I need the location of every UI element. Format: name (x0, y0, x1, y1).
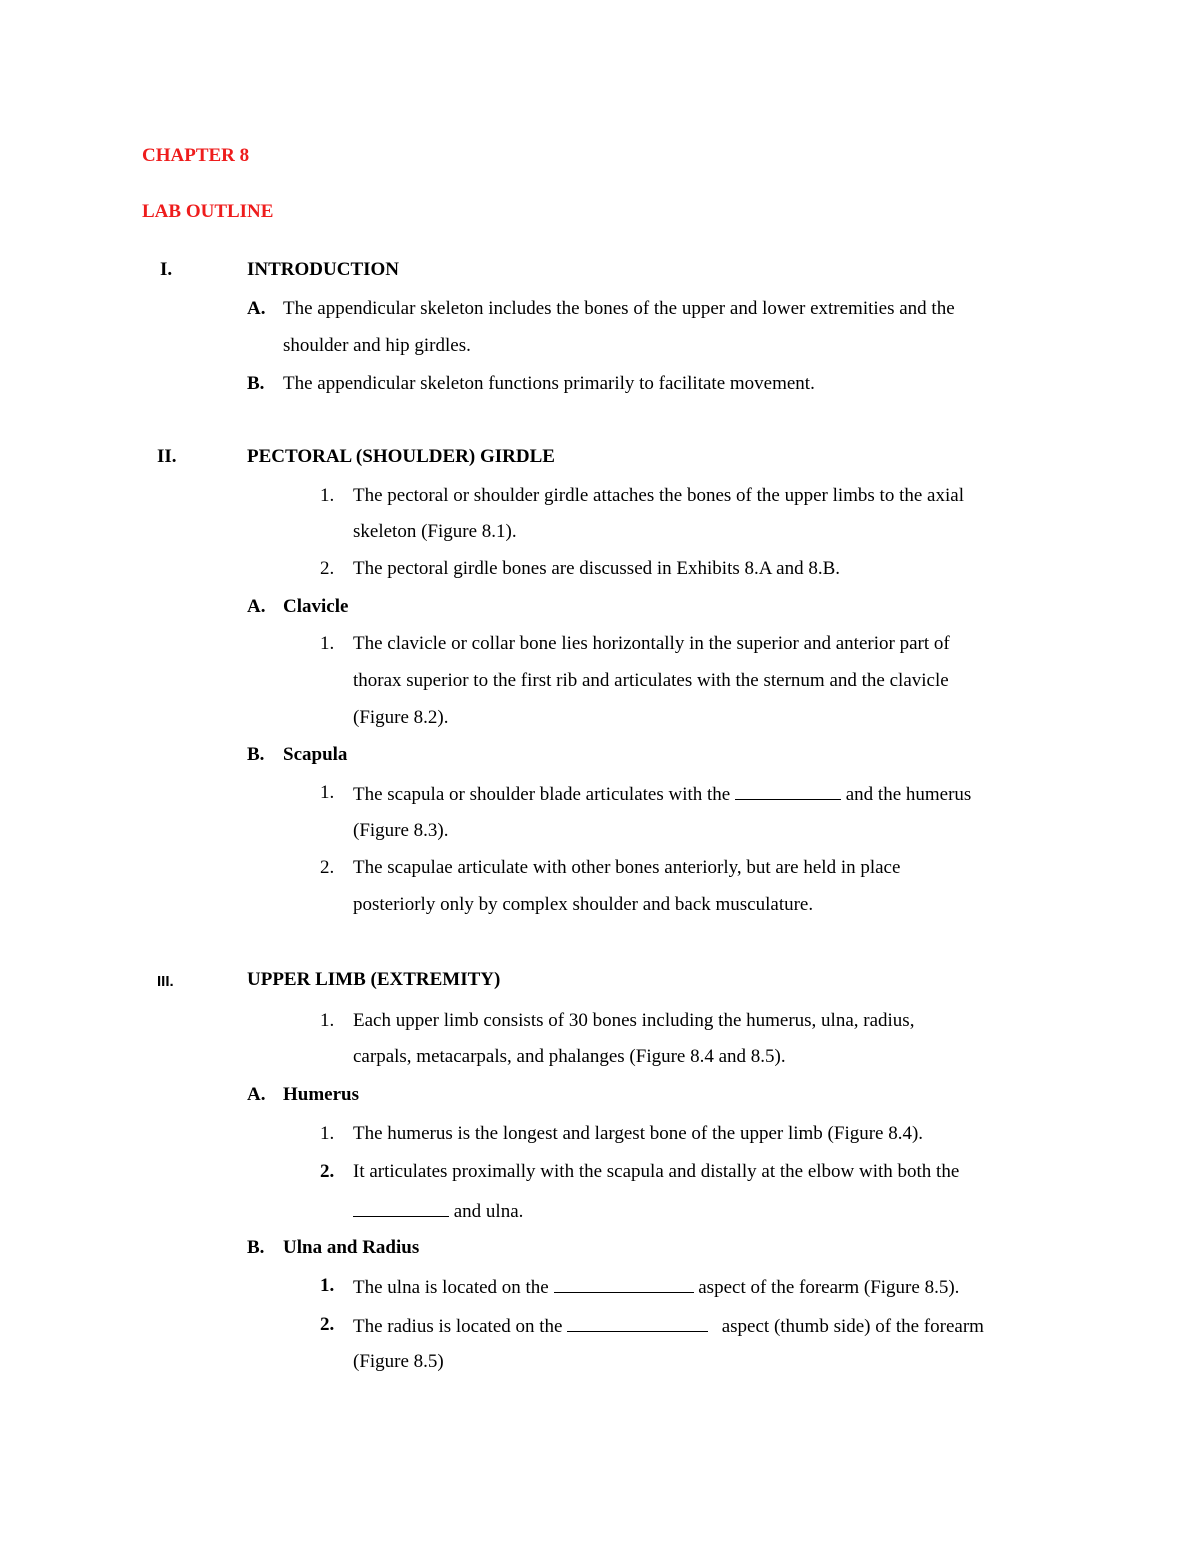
item-line: shoulder and hip girdles. (283, 335, 471, 356)
subsection-heading: Ulna and Radius (283, 1237, 420, 1258)
item-marker: 2. (320, 1314, 335, 1335)
item-marker: 2. (320, 857, 335, 878)
item-marker: 1. (320, 1123, 335, 1144)
text-after-blank: and the humerus (845, 784, 972, 805)
subsection-marker: A. (247, 1084, 266, 1105)
item-marker: 1. (320, 1275, 335, 1296)
item-line: skeleton (Figure 8.1). (353, 521, 517, 542)
subsection-heading: Scapula (283, 744, 348, 765)
item-line: thorax superior to the first rib and articulates with the sternum and the clavicle (353, 670, 949, 691)
text-after-blank: aspect of the forearm (Figure 8.5). (698, 1277, 960, 1298)
item-line: The clavicle or collar bone lies horizontally in the superior and anterior part of (353, 633, 950, 654)
subsection-heading: Clavicle (283, 596, 349, 617)
section-numeral: III. (157, 973, 174, 990)
item-line: posteriorly only by complex shoulder and back musculature. (353, 894, 814, 915)
section-numeral: I. (160, 259, 173, 280)
item-line: (Figure 8.5) (353, 1351, 444, 1372)
text-after-blank: and ulna. (453, 1201, 524, 1222)
section-heading: INTRODUCTION (247, 259, 400, 280)
item-line: carpals, metacarpals, and phalanges (Figure 8.4 and 8.5). (353, 1046, 786, 1067)
item-line: (Figure 8.2). (353, 707, 449, 728)
fill-in-blank (554, 1274, 694, 1293)
section-heading: UPPER LIMB (EXTREMITY) (247, 969, 501, 990)
item-line: (Figure 8.3). (353, 820, 449, 841)
item-line (353, 781, 971, 807)
subsection-heading: Humerus (283, 1084, 359, 1105)
item-line: The scapulae articulate with other bones anteriorly, but are held in place (353, 857, 901, 878)
item-marker: 1. (320, 633, 335, 654)
fill-in-blank (735, 781, 841, 800)
item-line: The pectoral or shoulder girdle attaches the bones of the upper limbs to the axial (353, 485, 964, 506)
subsection-marker: B. (247, 744, 265, 765)
subsection-marker: B. (247, 1237, 265, 1258)
item-line: The appendicular skeleton functions primarily to facilitate movement. (283, 373, 815, 394)
section-heading: PECTORAL (SHOULDER) GIRDLE (247, 446, 555, 467)
text-after-blank: aspect (thumb side) of the forearm (721, 1316, 984, 1337)
item-marker: A. (247, 298, 266, 319)
fill-in-blank (353, 1198, 449, 1217)
subsection-marker: A. (247, 596, 266, 617)
item-marker: B. (247, 373, 265, 394)
item-marker: 2. (320, 558, 335, 579)
item-line (353, 1313, 984, 1339)
item-marker: 1. (320, 485, 335, 506)
item-marker: 1. (320, 782, 335, 803)
item-line (353, 1198, 523, 1224)
fill-in-blank (567, 1313, 708, 1332)
section-numeral: II. (157, 446, 177, 467)
item-marker: 1. (320, 1010, 335, 1031)
outline-title: LAB OUTLINE (142, 201, 274, 222)
item-line: It articulates proximally with the scapula and distally at the elbow with both the (353, 1161, 960, 1182)
text-before-blank: The scapula or shoulder blade articulates with the (353, 784, 731, 805)
item-line: Each upper limb consists of 30 bones including the humerus, ulna, radius, (353, 1010, 915, 1031)
item-line: The appendicular skeleton includes the bones of the upper and lower extremities and the (283, 298, 955, 319)
item-marker: 2. (320, 1161, 335, 1182)
text-before-blank: The ulna is located on the (353, 1277, 549, 1298)
item-line: The humerus is the longest and largest bone of the upper limb (Figure 8.4). (353, 1123, 924, 1144)
item-line (353, 1274, 959, 1300)
text-before-blank: The radius is located on the (353, 1316, 563, 1337)
chapter-title: CHAPTER 8 (142, 145, 250, 166)
item-line: The pectoral girdle bones are discussed in Exhibits 8.A and 8.B. (353, 558, 841, 579)
